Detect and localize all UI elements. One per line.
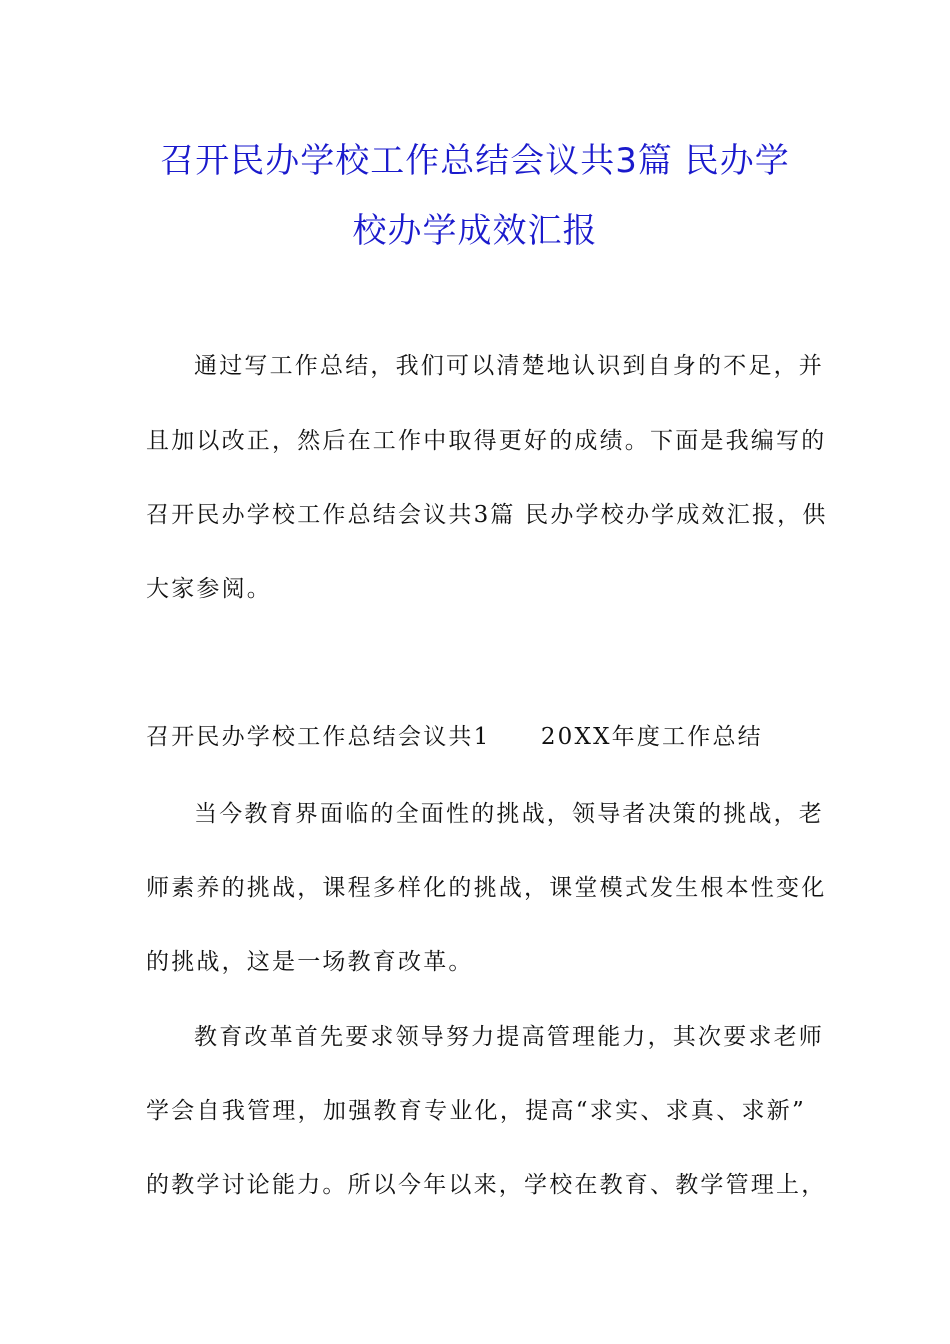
para1-line-1: 当今教育界面临的全面性的挑战，领导者决策的挑战，老 [194,801,824,827]
para2-line-3: 的教学讨论能力。所以今年以来，学校在教育、教学管理上， [146,1172,827,1198]
para1-line-2: 师素养的挑战，课程多样化的挑战，课堂模式发生根本性变化 [146,875,827,901]
intro-line-4: 大家参阅。 [146,576,272,602]
document-title-line-2: 校办学成效汇报 [352,211,598,251]
para2-line-2: 学会自我管理，加强教育专业化，提高“求实、求真、求新” [146,1098,806,1124]
para2-line-1: 教育改革首先要求领导努力提高管理能力，其次要求老师 [194,1024,824,1050]
intro-line-2: 且加以改正，然后在工作中取得更好的成绩。下面是我编写的 [146,428,827,454]
document-title-line-1: 召开民办学校工作总结会议共3篇 民办学 [160,141,790,181]
section-heading: 召开民办学校工作总结会议共1 20XX年度工作总结 [146,724,763,750]
intro-line-3: 召开民办学校工作总结会议共3篇 民办学校办学成效汇报，供 [146,502,828,528]
intro-line-1: 通过写工作总结，我们可以清楚地认识到自身的不足，并 [194,353,824,379]
para1-line-3: 的挑战，这是一场教育改革。 [146,949,474,975]
